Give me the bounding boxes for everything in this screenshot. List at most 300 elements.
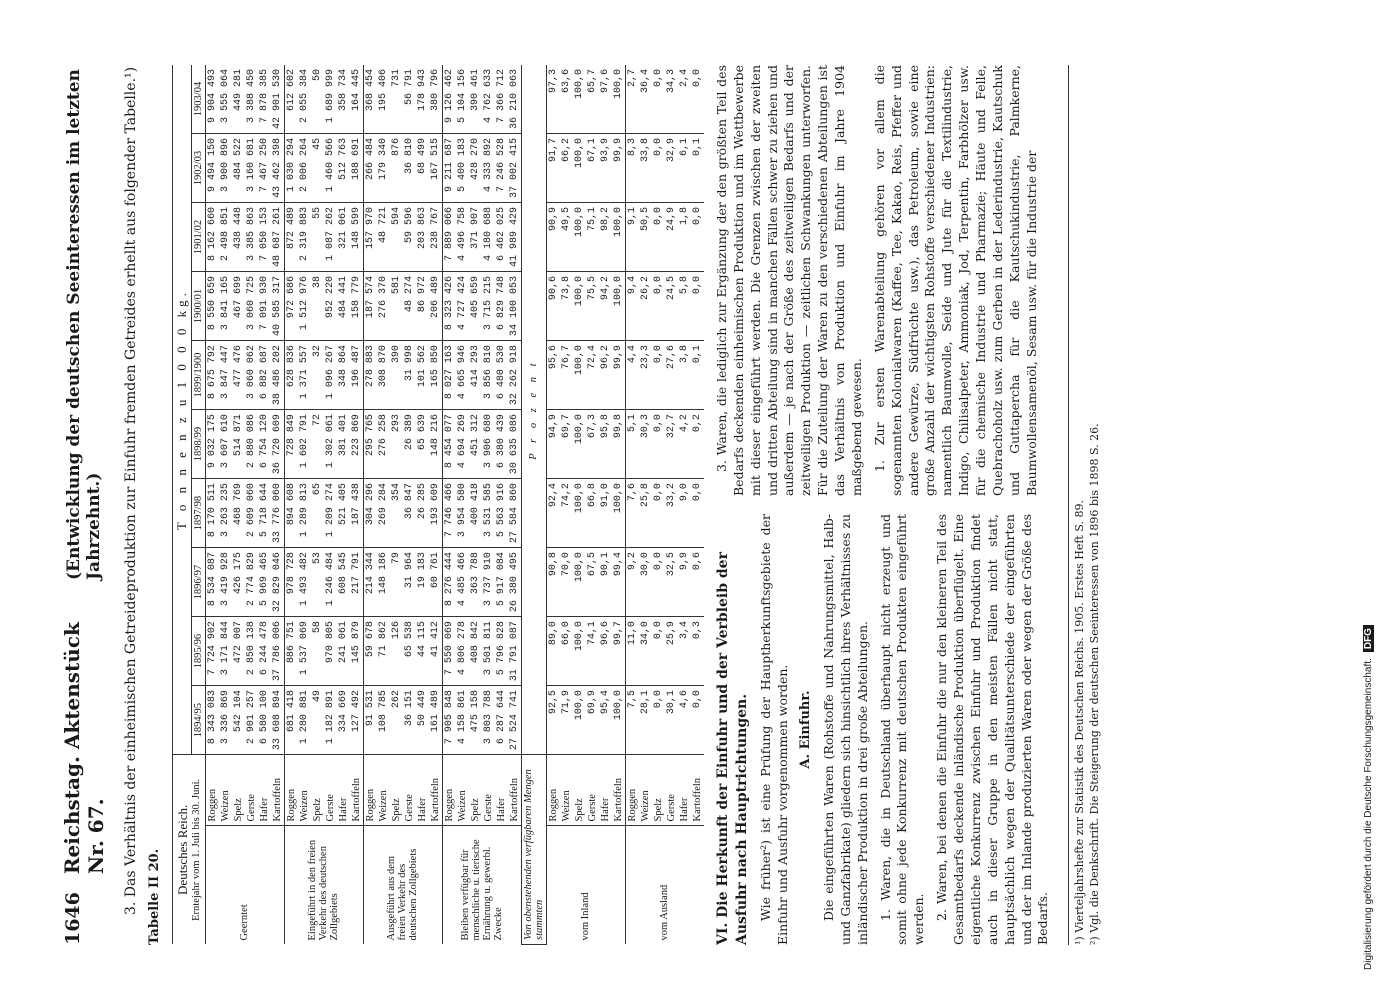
table-cell: 26,2 xyxy=(639,272,652,341)
table-row xyxy=(560,65,573,945)
table-cell: 0,0 xyxy=(652,410,665,479)
row-label: Hafer xyxy=(258,755,271,826)
table-cell: 26 285 xyxy=(416,479,429,548)
table-cell: 542 104 xyxy=(232,686,245,755)
table-cell: 2 006 264 xyxy=(298,134,311,203)
table-cell: 34 100 053 xyxy=(508,272,522,341)
digitization-note xyxy=(1352,30,1376,970)
table-cell: 3 856 810 xyxy=(482,341,495,410)
table-cell: 368 454 xyxy=(363,65,377,134)
table-cell: 38 486 202 xyxy=(271,341,285,410)
table-row xyxy=(205,65,219,945)
table-cell: 6 882 687 xyxy=(258,341,271,410)
row-label: Kartoffeln xyxy=(691,755,704,826)
table-cell: 7 724 902 xyxy=(205,617,219,686)
unit-header: T o n n e n z u 1 0 0 0 kg. xyxy=(172,65,191,755)
table-row xyxy=(363,65,377,945)
table-cell: 31 998 xyxy=(403,341,416,410)
table-cell: 4 158 861 xyxy=(456,686,469,755)
table-cell: 223 869 xyxy=(350,410,364,479)
table-cell: 55 xyxy=(311,203,324,272)
table-cell: 4 806 278 xyxy=(456,617,469,686)
table-cell: 3 419 928 xyxy=(219,548,232,617)
table-cell: 45 xyxy=(311,134,324,203)
paragraph: 1. Waren, die in Deutschland überhaupt nicht erzeugt und somit ohne jede Konkurrenz mit deutschen Produkten eingeführt werden. xyxy=(877,514,927,945)
table-cell: 99,4 xyxy=(612,548,626,617)
table-cell: 438 448 xyxy=(232,203,245,272)
table-cell: 7 467 250 xyxy=(258,134,271,203)
table-cell: 26 389 xyxy=(403,410,416,479)
table-cell: 36 810 xyxy=(403,134,416,203)
group-label: Ausgeführt aus dem freien Verkehr des deutschen Zollgebiets xyxy=(363,826,442,945)
table-cell: 30,1 xyxy=(665,686,678,755)
table-cell: 0,1 xyxy=(691,134,704,203)
table-cell: 1 182 891 xyxy=(324,686,337,755)
table-cell: 48 687 261 xyxy=(271,203,285,272)
table-cell: 59 596 xyxy=(403,203,416,272)
table-cell: 269 284 xyxy=(377,479,390,548)
table-cell: 24,5 xyxy=(665,272,678,341)
table-cell: 8 170 511 xyxy=(205,479,219,548)
table-cell: 9 126 462 xyxy=(442,65,456,134)
table-cell: 41 412 xyxy=(429,617,443,686)
table-cell: 1 537 069 xyxy=(298,617,311,686)
table-row xyxy=(311,65,324,945)
table-cell: 4,2 xyxy=(678,410,691,479)
table-cell: 100,0 xyxy=(612,686,626,755)
table-cell: 33 608 894 xyxy=(271,686,285,755)
table-cell: 728 849 xyxy=(284,410,298,479)
table-cell: 304 296 xyxy=(363,479,377,548)
table-cell: 2 609 060 xyxy=(245,479,258,548)
text-column-right xyxy=(714,65,1058,496)
table-cell: 79 xyxy=(390,548,403,617)
table-cell: 628 836 xyxy=(284,341,298,410)
year-header: 1895/96 xyxy=(191,617,205,686)
row-label: Kartoffeln xyxy=(612,755,626,826)
table-cell: 1 030 294 xyxy=(284,134,298,203)
grain-table xyxy=(172,65,704,945)
table-row xyxy=(573,65,586,945)
table-cell: 66,8 xyxy=(586,479,599,548)
table-cell: 390 461 xyxy=(469,65,482,134)
table-cell: 127 492 xyxy=(350,686,364,755)
table-cell: 972 686 xyxy=(284,272,298,341)
table-cell: 96,6 xyxy=(599,617,612,686)
table-cell: 6 462 025 xyxy=(495,203,508,272)
table-cell: 9 211 687 xyxy=(442,134,456,203)
table-cell: 512 763 xyxy=(337,134,350,203)
row-label: Spelz xyxy=(469,755,482,826)
subheading-einfuhr: A. Einfuhr. xyxy=(798,690,814,769)
table-cell: 3 060 062 xyxy=(245,341,258,410)
table-row xyxy=(245,65,258,945)
table-cell: 0,0 xyxy=(652,65,665,134)
table-cell: 400 418 xyxy=(469,479,482,548)
table-cell: 27 584 860 xyxy=(508,479,522,548)
row-label: Roggen xyxy=(363,755,377,826)
table-cell: 358 734 xyxy=(337,65,350,134)
table-cell: 27 524 741 xyxy=(508,686,522,755)
table-cell: 894 608 xyxy=(284,479,298,548)
paragraph: 3. Waren, die lediglich zur Ergänzung der den größten Teil des Bedarfs deckenden einheimischen Produktion und im Wettbewerbe mit dieser eingeführt werden. Die Grenzen zwischen der zweiten und dritten Abteilung sind in manchen Fällen schwer zu ziehen und außerdem — je nach der Größe des zeitweiligen Bedarfs und der zeitweiligen Produktion — zeitlichen Schwankungen unterworfen. Für die Zuteilung der Waren zu den verschiedenen Abteilungen ist das Verhältnis von Produktion und Einfuhr im Jahre 1904 maßgebend gewesen. xyxy=(713,65,864,496)
table-cell: 31 791 087 xyxy=(508,617,522,686)
table-row xyxy=(495,65,508,945)
table-cell: 952 220 xyxy=(324,272,337,341)
table-cell: 262 xyxy=(390,686,403,755)
table-cell: 731 xyxy=(390,65,403,134)
table-cell: 3 263 235 xyxy=(219,479,232,548)
table-cell: 93,9 xyxy=(599,134,612,203)
table-cell: 3 160 681 xyxy=(245,134,258,203)
table-cell: 6 829 748 xyxy=(495,272,508,341)
table-cell: 32,9 xyxy=(665,134,678,203)
table-row xyxy=(298,65,311,945)
table-cell: 193 609 xyxy=(429,479,443,548)
table-row xyxy=(586,65,599,945)
year-header: 1897/98 xyxy=(191,479,205,548)
table-row xyxy=(469,65,482,945)
table-cell: 195 406 xyxy=(377,65,390,134)
row-label: Roggen xyxy=(625,755,639,826)
table-row xyxy=(482,65,495,945)
table-cell: 214 344 xyxy=(363,548,377,617)
table-row xyxy=(665,65,678,945)
table-cell: 145 879 xyxy=(350,617,364,686)
table-cell: 76,7 xyxy=(560,341,573,410)
footnotes xyxy=(1068,65,1103,945)
table-cell: 612 602 xyxy=(284,65,298,134)
table-cell: 7 889 066 xyxy=(442,203,456,272)
table-cell: 26 380 495 xyxy=(508,548,522,617)
table-cell: 484 441 xyxy=(337,272,350,341)
table-cell: 53 xyxy=(311,548,324,617)
table-row xyxy=(390,65,403,945)
table-cell: 1 209 274 xyxy=(324,479,337,548)
paragraph: 2. Waren, bei denen die Einfuhr die nur den kleineren Teil des Gesamtbedarfs deckende inländische Produktion überflügelt. Eine eigentliche Konkurrenz zwischen Einfuhr und Produktion findet auch in dieser Gruppe in den meisten Fällen nicht statt, hauptsächlich wegen der Qualitätsunterschiede der eingeführten und der im Inlande produzierten Waren oder wegen der Größe des Bedarfs. xyxy=(934,514,1051,945)
table-cell: 408 842 xyxy=(469,617,482,686)
table-cell: 44 115 xyxy=(416,617,429,686)
table-cell: 3 715 215 xyxy=(482,272,495,341)
table-cell: 0,0 xyxy=(652,548,665,617)
table-cell: 196 487 xyxy=(350,341,364,410)
header-title: (Entwicklung der deutschen Seeinteressen im letzten Jahrzehnt.) xyxy=(64,69,104,580)
table-cell: 293 xyxy=(390,410,403,479)
table-cell: 5 917 084 xyxy=(495,548,508,617)
table-cell: 5 400 183 xyxy=(456,134,469,203)
table-cell: 32,7 xyxy=(665,410,678,479)
table-cell: 238 767 xyxy=(429,203,443,272)
table-cell: 5 563 916 xyxy=(495,479,508,548)
table-row xyxy=(691,65,704,945)
row-label: Spelz xyxy=(311,755,324,826)
table-row xyxy=(337,65,350,945)
table-cell: 49 xyxy=(311,686,324,755)
intro-paragraph: 3. Das Verhältnis der einheimischen Getreideproduktion zur Einfuhr fremden Getreides erhellt aus folgender Tabelle.¹) xyxy=(123,66,139,915)
table-cell: 278 883 xyxy=(363,341,377,410)
table-cell: 100,0 xyxy=(573,65,586,134)
table-row xyxy=(652,65,665,945)
table-row xyxy=(599,65,612,945)
table-row xyxy=(324,65,337,945)
table-cell: 33,2 xyxy=(665,479,678,548)
table-row xyxy=(456,65,469,945)
row-label: Kartoffeln xyxy=(429,755,443,826)
table-cell: 90,9 xyxy=(546,203,560,272)
table-cell: 363 788 xyxy=(469,548,482,617)
table-cell: 50,5 xyxy=(639,203,652,272)
table-cell: 95,6 xyxy=(546,341,560,410)
percent-section-row xyxy=(521,65,546,945)
table-cell: 72 xyxy=(311,410,324,479)
table-cell: 3 906 680 xyxy=(482,410,495,479)
table-cell: 65 538 xyxy=(403,617,416,686)
table-cell: 3 388 450 xyxy=(245,65,258,134)
table-cell: 2 498 851 xyxy=(219,203,232,272)
corner-title: Deutsches Reich. xyxy=(175,804,191,895)
row-label: Weizen xyxy=(377,755,390,826)
table-cell: 2,4 xyxy=(678,65,691,134)
table-cell: 99,8 xyxy=(612,410,626,479)
row-label: Gerste xyxy=(403,755,416,826)
table-row xyxy=(219,65,232,945)
table-cell: 334 669 xyxy=(337,686,350,755)
table-cell: 472 007 xyxy=(232,617,245,686)
table-cell: 40 585 317 xyxy=(271,272,285,341)
table-cell: 42 901 530 xyxy=(271,65,285,134)
row-label: Gerste xyxy=(482,755,495,826)
table-cell: 178 943 xyxy=(416,65,429,134)
table-cell: 69,7 xyxy=(560,410,573,479)
table-cell: 94,9 xyxy=(546,410,560,479)
table-cell: 37 786 006 xyxy=(271,617,285,686)
table-cell: 203 863 xyxy=(416,203,429,272)
row-label: Roggen xyxy=(284,755,298,826)
table-cell: 90,8 xyxy=(546,548,560,617)
row-label: Weizen xyxy=(639,755,652,826)
table-cell: 7 050 153 xyxy=(258,203,271,272)
table-cell: 36 847 xyxy=(403,479,416,548)
table-cell: 100,0 xyxy=(573,410,586,479)
table-cell: 426 175 xyxy=(232,548,245,617)
table-cell: 5,8 xyxy=(678,272,691,341)
paragraph: 1. Zur ersten Warenabteilung gehören vor allem die sogenannten Kolonialwaren (Kaffee, Tee, Kakao, Reis, Pfeffer und andere Gewürze, Südfrüchte usw.), das Petroleum, sowie eine große Anzahl der wichtigsten Rohstoffe verschiedener Industrien: namentlich Baumwolle, Seide und Jute für die Textilindustrie, Indigo, Chilisalpeter, Ammoniak, Jod, Terpentin, Farbhölzer usw. für die chemische Industrie und Pharmazie; Häute und Felle, Quebrachoholz usw. zum Gerben in der Lederindustrie, Kautschuk und Guttapercha für die Kautschukindustrie, Palmkerne, Baumwollensamenöl, Sesam usw. für die Industrie der xyxy=(871,65,1039,496)
table-cell: 477 476 xyxy=(232,341,245,410)
table-row xyxy=(271,65,285,945)
table-cell: 5,1 xyxy=(625,410,639,479)
table-cell: 74,1 xyxy=(586,617,599,686)
dfg-logo: DFG xyxy=(1363,625,1374,652)
table-cell: 7 746 466 xyxy=(442,479,456,548)
table-cell: 59 678 xyxy=(363,617,377,686)
year-header: 1903/04 xyxy=(191,65,205,134)
row-label: Hafer xyxy=(495,755,508,826)
table-cell: 25,9 xyxy=(665,617,678,686)
table-cell: 63,6 xyxy=(560,65,573,134)
row-label: Hafer xyxy=(337,755,350,826)
table-cell: 3 385 863 xyxy=(245,203,258,272)
year-header: 1896/97 xyxy=(191,548,205,617)
table-cell: 60 761 xyxy=(429,548,443,617)
table-cell: 876 xyxy=(390,134,403,203)
table-cell: 1 280 881 xyxy=(298,686,311,755)
table-cell: 1 302 061 xyxy=(324,410,337,479)
table-cell: 9,0 xyxy=(678,479,691,548)
table-cell: 1 493 482 xyxy=(298,548,311,617)
table-cell: 32 xyxy=(311,341,324,410)
table-row xyxy=(403,65,416,945)
table-cell: 68 499 xyxy=(416,134,429,203)
table-cell: 179 340 xyxy=(377,134,390,203)
table-cell: 94,2 xyxy=(599,272,612,341)
table-cell: 7 366 712 xyxy=(495,65,508,134)
table-cell: 97,3 xyxy=(546,65,560,134)
table-cell: 521 405 xyxy=(337,479,350,548)
table-cell: 9,4 xyxy=(625,272,639,341)
table-cell: 50 xyxy=(311,65,324,134)
page-header xyxy=(60,65,108,945)
table-row xyxy=(678,65,691,945)
table-cell: 6,1 xyxy=(678,134,691,203)
header-source: Reichstag. Aktenstück Nr. 67. xyxy=(60,622,108,875)
digitization-text: Digitalisierung gefördert durch die Deutsche Forschungsgemeinschaft. xyxy=(1362,658,1374,970)
table-cell: 36 210 063 xyxy=(508,65,522,134)
table-cell: 872 489 xyxy=(284,203,298,272)
table-cell: 4,4 xyxy=(625,341,639,410)
table-cell: 428 270 xyxy=(469,134,482,203)
table-cell: 30,0 xyxy=(639,548,652,617)
footnote: ¹) Vierteljahrshefte zur Statistik des Deutschen Reichs. 1905. Erstes Heft S. 89. xyxy=(1073,500,1087,945)
table-cell: 5 718 644 xyxy=(258,479,271,548)
table-cell: 3 501 811 xyxy=(482,617,495,686)
table-cell: 5 796 828 xyxy=(495,617,508,686)
table-cell: 0,0 xyxy=(652,341,665,410)
row-label: Hafer xyxy=(678,755,691,826)
table-cell: 33,8 xyxy=(639,134,652,203)
table-cell: 32,5 xyxy=(665,548,678,617)
table-cell: 1 460 566 xyxy=(324,134,337,203)
table-cell: 1 246 484 xyxy=(324,548,337,617)
row-label: Kartoffeln xyxy=(350,755,364,826)
table-cell: 3,8 xyxy=(678,341,691,410)
table-cell: 8 454 077 xyxy=(442,410,456,479)
table-cell: 467 699 xyxy=(232,272,245,341)
table-cell: 8 162 660 xyxy=(205,203,219,272)
table-cell: 99,7 xyxy=(612,617,626,686)
table-cell: 449 281 xyxy=(232,65,245,134)
table-cell: 8 323 426 xyxy=(442,272,456,341)
row-label: Kartoffeln xyxy=(271,755,285,826)
group-label: Bleiben verfügbar für menschliche u. tierische Ernährung u. gewerbl. Zwecke xyxy=(442,826,521,945)
table-cell: 3 607 610 xyxy=(219,410,232,479)
table-cell: 3 531 585 xyxy=(482,479,495,548)
table-cell: 7,5 xyxy=(625,686,639,755)
row-label: Hafer xyxy=(599,755,612,826)
table-cell: 0,0 xyxy=(691,686,704,755)
table-corner xyxy=(172,755,205,945)
table-cell: 36,4 xyxy=(639,65,652,134)
table-cell: 148 186 xyxy=(377,548,390,617)
table-cell: 970 805 xyxy=(324,617,337,686)
table-cell: 2 774 829 xyxy=(245,548,258,617)
text-column-left xyxy=(714,514,1058,945)
table-cell: 2 850 138 xyxy=(245,617,258,686)
table-cell: 8,3 xyxy=(625,134,639,203)
table-cell: 24,9 xyxy=(665,203,678,272)
table-cell: 468 769 xyxy=(232,479,245,548)
table-cell: 978 728 xyxy=(284,548,298,617)
year-header: 1899/1900 xyxy=(191,341,205,410)
table-cell: 108 785 xyxy=(377,686,390,755)
table-cell: 126 xyxy=(390,617,403,686)
table-cell: 165 850 xyxy=(429,341,443,410)
table-cell: 32 829 046 xyxy=(271,548,285,617)
table-row xyxy=(546,65,560,945)
row-label: Weizen xyxy=(560,755,573,826)
table-cell: 1 512 976 xyxy=(298,272,311,341)
table-cell: 2 880 086 xyxy=(245,410,258,479)
table-cell: 48 274 xyxy=(403,272,416,341)
table-cell: 295 765 xyxy=(363,410,377,479)
table-cell: 48 721 xyxy=(377,203,390,272)
table-cell: 100,0 xyxy=(573,272,586,341)
table-cell: 67,3 xyxy=(586,410,599,479)
section-vi-heading: VI. Die Herkunft der Einfuhr und der Verbleib der Ausfuhr nach Hauptrichtungen. xyxy=(714,552,750,945)
table-cell: 381 401 xyxy=(337,410,350,479)
table-cell: 65 xyxy=(311,479,324,548)
year-header: 1902/03 xyxy=(191,134,205,203)
table-cell: 308 870 xyxy=(377,341,390,410)
table-cell: 1 689 999 xyxy=(324,65,337,134)
table-cell: 9 494 150 xyxy=(205,134,219,203)
table-cell: 96,2 xyxy=(599,341,612,410)
table-cell: 100,0 xyxy=(612,479,626,548)
table-cell: 354 xyxy=(390,479,403,548)
table-cell: 0,6 xyxy=(691,548,704,617)
table-cell: 3 841 165 xyxy=(219,272,232,341)
table-cell: 1 602 791 xyxy=(298,410,311,479)
table-cell: 86 972 xyxy=(416,272,429,341)
table-cell: 4 762 633 xyxy=(482,65,495,134)
table-cell: 1 371 557 xyxy=(298,341,311,410)
table-cell: 414 293 xyxy=(469,341,482,410)
table-cell: 100,0 xyxy=(612,65,626,134)
table-cell: 41 989 429 xyxy=(508,203,522,272)
table-cell: 3 803 788 xyxy=(482,686,495,755)
table-cell: 71,9 xyxy=(560,686,573,755)
table-cell: 92,5 xyxy=(546,686,560,755)
table-cell: 74,2 xyxy=(560,479,573,548)
table-cell: 89,0 xyxy=(546,617,560,686)
table-cell: 0,1 xyxy=(691,341,704,410)
table-cell: 0,0 xyxy=(691,203,704,272)
row-label: Spelz xyxy=(573,755,586,826)
table-cell: 70,0 xyxy=(560,548,573,617)
table-cell: 8 550 659 xyxy=(205,272,219,341)
table-cell: 75,1 xyxy=(586,203,599,272)
table-row xyxy=(416,65,429,945)
table-row xyxy=(284,65,298,945)
table-row xyxy=(625,65,639,945)
table-cell: 164 445 xyxy=(350,65,364,134)
table-cell: 100,0 xyxy=(573,203,586,272)
table-cell: 92,4 xyxy=(546,479,560,548)
table-cell: 0,0 xyxy=(652,479,665,548)
year-header: 1894/95 xyxy=(191,686,205,755)
table-cell: 23,3 xyxy=(639,341,652,410)
table-cell: 27,6 xyxy=(665,341,678,410)
table-cell: 67,5 xyxy=(586,548,599,617)
